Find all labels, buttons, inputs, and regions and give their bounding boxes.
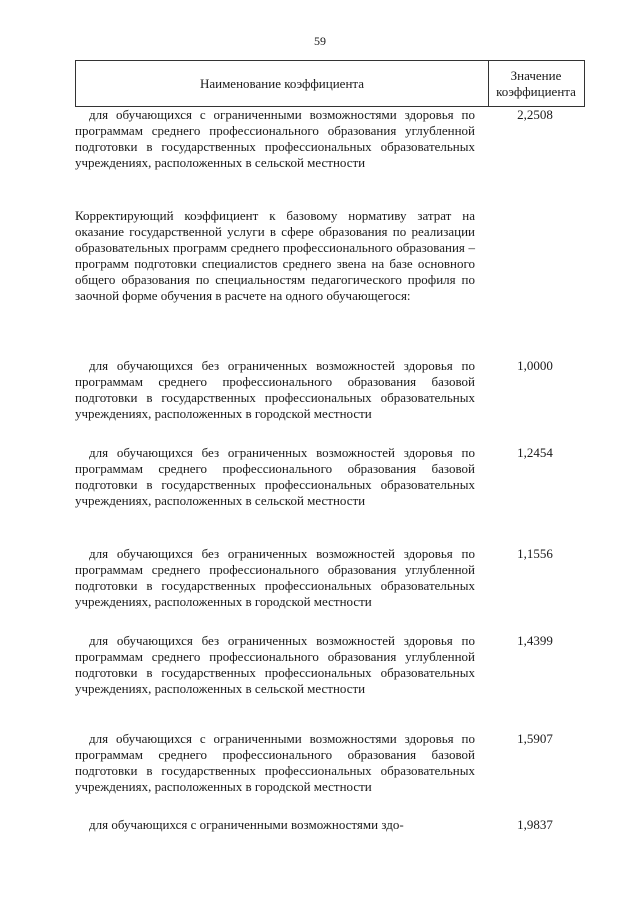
header-name-column: Наименование коэффициента [76,61,489,106]
coefficient-name: для обучающихся с ограниченными возможностями здоровья по программам среднего профессионального образования углубленной подготовки в государственных профессиональных образовательных учреждениях, расположенных в сельской местности [75,107,475,170]
coefficient-name: для обучающихся без ограниченных возможностей здоровья по программам среднего профессионального образования углубленной подготовки в государственных профессиональных образовательных учреждениях, расположенных в сельской местности [75,633,475,696]
coefficient-name: для обучающихся с ограниченными возможностями здоровья по программам среднего профессионального образования базовой подготовки в государственных профессиональных образовательных учреждениях, расположенных в городской местности [75,731,475,794]
coefficient-value: 1,9837 [517,817,553,832]
coefficient-name: для обучающихся с ограниченными возможностями здо- [89,817,404,832]
page-number: 59 [314,34,326,48]
coefficient-value: 1,1556 [517,546,553,561]
coefficient-value: 1,2454 [517,445,553,460]
coefficient-value: 1,5907 [517,731,553,746]
coefficient-value: 1,4399 [517,633,553,648]
coefficient-name: для обучающихся без ограниченных возможностей здоровья по программам среднего профессионального образования базовой подготовки в государственных профессиональных образовательных учреждениях, расположенных в городской местности [75,358,475,421]
coefficient-value: 2,2508 [517,107,553,122]
header-value-column: Значение коэффициента [496,67,576,99]
table-header [75,60,585,107]
coefficient-name: для обучающихся без ограниченных возможностей здоровья по программам среднего профессионального образования углубленной подготовки в государственных профессиональных образовательных учреждениях, расположенных в городской местности [75,546,475,609]
coefficient-name: для обучающихся без ограниченных возможностей здоровья по программам среднего профессионального образования базовой подготовки в государственных профессиональных образовательных учреждениях, расположенных в сельской местности [75,445,475,508]
section-intro: Корректирующий коэффициент к базовому нормативу затрат на оказание государственной услуги в сфере образования по реализации образовательных программ среднего профессионального образования – программ подготовки специалистов среднего звена на базе основного общего образования по специальностям педагогического профиля по заочной форме обучения в расчете на одного обучающегося: [75,208,475,303]
coefficient-value: 1,0000 [517,358,553,373]
